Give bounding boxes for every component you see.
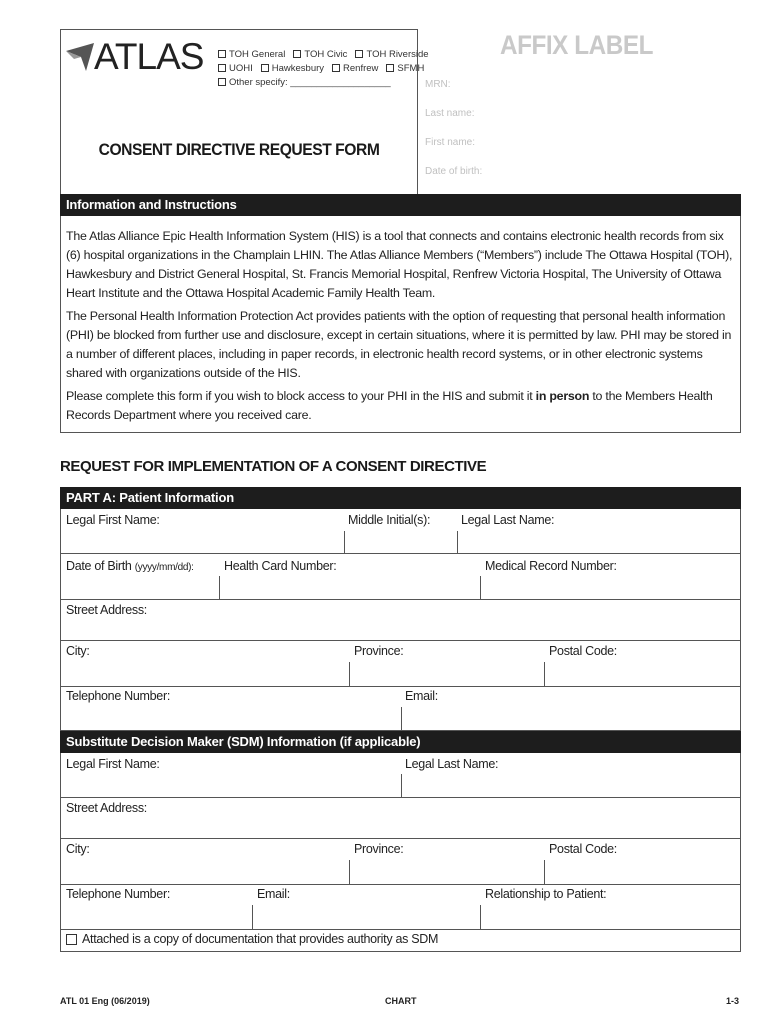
sdm-attached-label: Attached is a copy of documentation that provides authority as SDM: [82, 932, 439, 946]
row-divider: [60, 640, 741, 641]
middle-initials-field[interactable]: [346, 531, 455, 552]
row-divider: [60, 686, 741, 687]
checkbox-icon[interactable]: [332, 64, 340, 72]
part-a-heading: PART A: Patient Information: [60, 487, 741, 509]
sdm-email-label: Email:: [257, 887, 290, 901]
street-address-field[interactable]: [62, 620, 739, 639]
atlas-logo: [64, 37, 204, 77]
atlas-arrow-logo-icon: [64, 41, 96, 73]
legal-last-name-field[interactable]: [459, 531, 739, 552]
checkbox-icon[interactable]: [293, 50, 301, 58]
row-divider: [60, 599, 741, 600]
form-title: CONSENT DIRECTIVE REQUEST FORM: [98, 140, 380, 159]
checkbox-icon[interactable]: [66, 934, 77, 945]
province-field[interactable]: [351, 662, 542, 685]
street-address-label: Street Address:: [66, 603, 147, 617]
checkbox-icon[interactable]: [218, 64, 226, 72]
row-divider: [60, 929, 741, 930]
sdm-city-field[interactable]: [62, 860, 347, 883]
logo-text: ATLAS: [94, 36, 204, 77]
dob-label: Date of Birth (yyyy/mm/dd):: [66, 559, 194, 573]
checkbox-icon[interactable]: [218, 50, 226, 58]
middle-initials-label: Middle Initial(s):: [348, 513, 431, 527]
checkbox-icon[interactable]: [218, 78, 226, 86]
row-divider: [60, 838, 741, 839]
postal-code-label: Postal Code:: [549, 644, 617, 658]
field-divider: [457, 531, 458, 553]
field-divider: [252, 905, 253, 929]
row-divider: [60, 797, 741, 798]
city-label: City:: [66, 644, 90, 658]
city-field[interactable]: [62, 662, 347, 685]
site-toh-civic[interactable]: TOH Civic: [293, 48, 347, 62]
page-number: 1-3: [726, 996, 740, 1006]
info-paragraph-1: The Atlas Alliance Epic Health Information System (HIS) is a tool that connects and contains electronic health records from six (6) hospital organizations in the Champlain LHIN. The Atlas Alliance Members (“Members”) include The Ottawa Hospital (TOH), Hawkesbury and District General Hospital, St. Francis Memorial Hospital, Renfrew Victoria Hospital, The University of Ottawa Heart Institute and the Ottawa Hospital Academic Family Health Team.: [66, 229, 733, 300]
site-toh-riverside[interactable]: TOH Riverside: [355, 48, 428, 62]
checkbox-icon[interactable]: [355, 50, 363, 58]
sdm-attached-checkbox-row[interactable]: [66, 932, 438, 946]
site-other[interactable]: Other specify: ___________________: [218, 76, 391, 90]
sdm-postal-code-label: Postal Code:: [549, 842, 617, 856]
row-divider: [60, 553, 741, 554]
site-renfrew[interactable]: Renfrew: [332, 62, 378, 76]
email-label: Email:: [405, 689, 438, 703]
sdm-heading: Substitute Decision Maker (SDM) Information (if applicable): [60, 731, 741, 753]
sdm-legal-last-name-field[interactable]: [403, 774, 739, 796]
affix-first-name: First name:: [425, 137, 476, 148]
affix-dob: Date of birth:: [425, 166, 483, 177]
sdm-legal-first-name-field[interactable]: [62, 774, 399, 796]
sdm-street-address-field[interactable]: [62, 818, 739, 837]
telephone-label: Telephone Number:: [66, 689, 170, 703]
sdm-city-label: City:: [66, 842, 90, 856]
field-divider: [401, 707, 402, 731]
checkbox-icon[interactable]: [261, 64, 269, 72]
field-divider: [219, 576, 220, 599]
sdm-relationship-field[interactable]: [482, 905, 739, 928]
sdm-street-address-label: Street Address:: [66, 801, 147, 815]
affix-label-title: AFFIX LABEL: [500, 30, 653, 60]
field-divider: [401, 774, 402, 797]
province-label: Province:: [354, 644, 404, 658]
email-field[interactable]: [403, 707, 739, 730]
sdm-legal-last-name-label: Legal Last Name:: [405, 757, 499, 771]
site-toh-general[interactable]: TOH General: [218, 48, 285, 62]
sdm-postal-code-field[interactable]: [546, 860, 739, 883]
mrn-label: Medical Record Number:: [485, 559, 617, 573]
sdm-email-field[interactable]: [254, 905, 478, 928]
sdm-province-field[interactable]: [351, 860, 542, 883]
sdm-province-label: Province:: [354, 842, 404, 856]
site-hawkesbury[interactable]: Hawkesbury: [261, 62, 324, 76]
legal-last-name-label: Legal Last Name:: [461, 513, 555, 527]
site-sfmh[interactable]: SFMH: [386, 62, 424, 76]
mrn-field[interactable]: [482, 576, 739, 598]
telephone-field[interactable]: [62, 707, 399, 730]
field-divider: [544, 860, 545, 884]
info-heading: Information and Instructions: [60, 194, 741, 216]
postal-code-field[interactable]: [546, 662, 739, 685]
sdm-telephone-field[interactable]: [62, 905, 250, 928]
row-divider: [60, 884, 741, 885]
field-divider: [344, 531, 345, 553]
info-paragraph-2: The Personal Health Information Protection Act provides patients with the option of requesting that personal health information (PHI) be blocked from further use and disclosure, except in certain situations, where it is permitted by law. PHI may be stored in a number of different places, including in paper records, in electronic health record systems, or in other electronic systems shared with organizations outside of the HIS.: [66, 309, 732, 380]
site-uohi[interactable]: UOHI: [218, 62, 253, 76]
request-title: REQUEST FOR IMPLEMENTATION OF A CONSENT DIRECTIVE: [60, 458, 487, 475]
site-checkboxes: [218, 48, 429, 90]
field-divider: [349, 860, 350, 884]
field-divider: [480, 905, 481, 929]
legal-first-name-field[interactable]: [62, 531, 342, 552]
dob-field[interactable]: [62, 576, 217, 598]
legal-first-name-label: Legal First Name:: [66, 513, 160, 527]
sdm-legal-first-name-label: Legal First Name:: [66, 757, 160, 771]
health-card-field[interactable]: [221, 576, 478, 598]
form-code: ATL 01 Eng (06/2019): [60, 996, 150, 1006]
field-divider: [480, 576, 481, 599]
checkbox-icon[interactable]: [386, 64, 394, 72]
info-paragraph-3: Please complete this form if you wish to block access to your PHI in the HIS and submit it in person to the Members Health Records Department where you received care.: [66, 389, 713, 422]
field-divider: [544, 662, 545, 686]
sdm-relationship-label: Relationship to Patient:: [485, 887, 607, 901]
health-card-label: Health Card Number:: [224, 559, 337, 573]
affix-mrn: MRN:: [425, 79, 451, 90]
affix-last-name: Last name:: [425, 108, 475, 119]
sdm-telephone-label: Telephone Number:: [66, 887, 170, 901]
field-divider: [349, 662, 350, 686]
chart-label: CHART: [385, 996, 417, 1006]
